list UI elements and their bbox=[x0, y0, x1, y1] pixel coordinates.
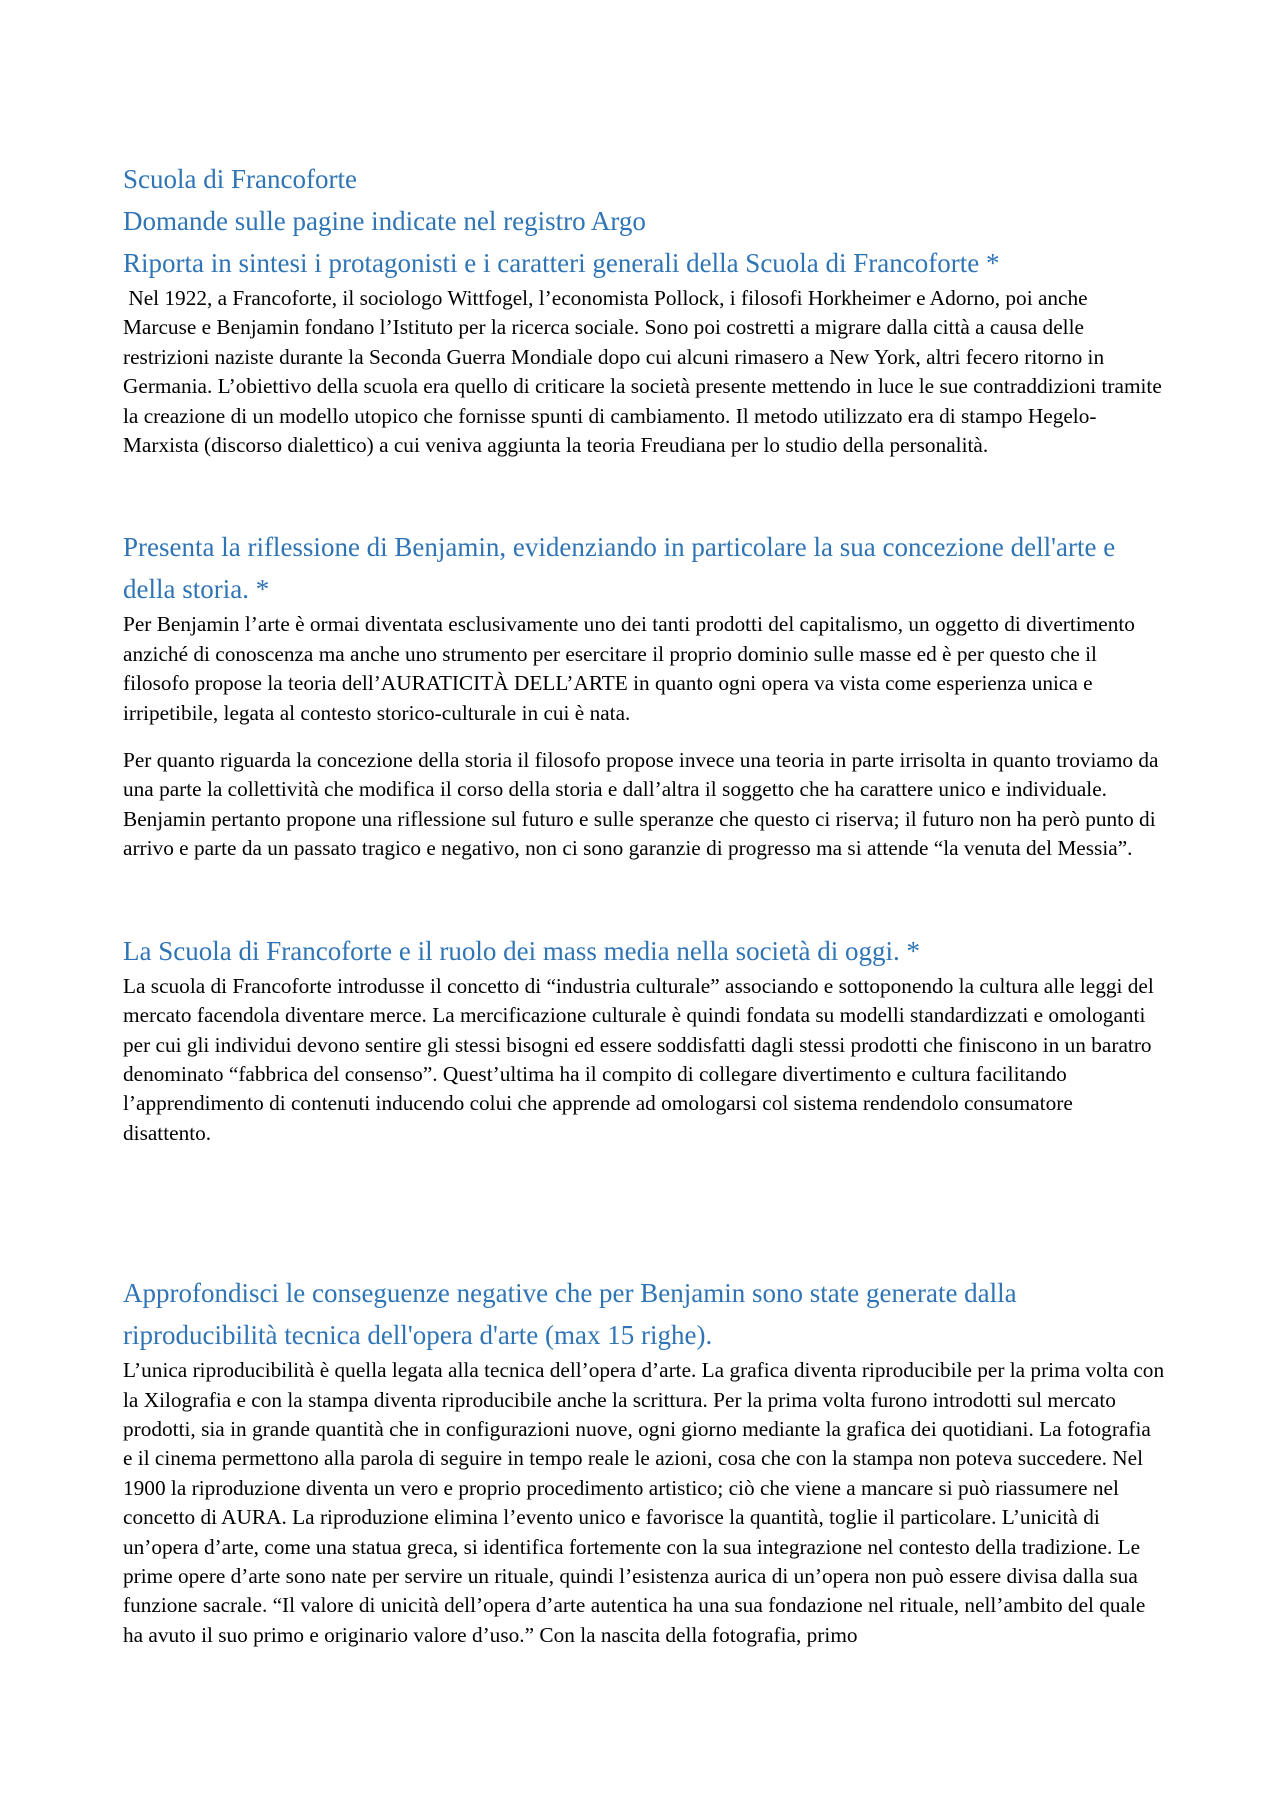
section-1-paragraph-1: Nel 1922, a Francoforte, il sociologo Wittfogel, l’economista Pollock, i filosofi Horkheimer e Adorno, poi anche Marcuse e Benjamin fondano l’Istituto per la ricerca sociale. Sono poi costretti a migrare dalla città a causa delle restrizioni naziste durante la Seconda Guerra Mondiale dopo cui alcuni rimasero a New York, altri fecero ritorno in Germania. L’obiettivo della scuola era quello di criticare la società presente mettendo in luce le sue contraddizioni tramite la creazione di un modello utopico che fornisse spunti di cambiamento. Il metodo utilizzato era di stampo Hegelo-Marxista (discorso dialettico) a cui veniva aggiunta la teoria Freudiana per lo studio della personalità. bbox=[123, 286, 1168, 458]
section-4-paragraph-1: L’unica riproducibilità è quella legata alla tecnica dell’opera d’arte. La grafica diventa riproducibile per la prima volta con la Xilografia e con la stampa diventa riproducibile anche la scrittura. Per la prima volta furono introdotti sul mercato prodotti, sia in grande quantità che in configurazioni nuove, ogni giorno mediante la grafica dei quotidiani. La fotografia e il cinema permettono alla parola di seguire in tempo reale le azioni, cosa che con la stampa non poteva succedere. Nel 1900 la riproduzione diventa un vero e proprio procedimento artistico; ciò che viene a mancare si può riassumere nel concetto di AURA. La riproduzione elimina l’evento unico e favorisce la quantità, toglie il particolare. L’unicità di un’opera d’arte, come una statua greca, si identifica fortemente con la sua integrazione nel contesto della tradizione. Le prime opere d’arte sono nate per servire un rituale, quindi l’esistenza aurica di un’opera non può essere divisa dalla sua funzione sacrale. “Il valore di unicità dell’opera d’arte autentica ha una sua fondazione nel rituale, nell’ambito del quale ha avuto il suo primo e originario valore d’uso.” Con la nascita della fotografia, primo bbox=[123, 1358, 1165, 1647]
spacer bbox=[123, 460, 1165, 526]
spacer bbox=[123, 728, 1165, 746]
section-2-paragraph-2: Per quanto riguarda la concezione della storia il filosofo propose invece una teoria in parte irrisolta in quanto troviamo da una parte la collettività che modifica il corso della storia e dall’altra il soggetto che ha carattere unico e individuale. Benjamin pertanto propone una riflessione sul futuro e sulle speranze che questo ci riserva; il futuro non ha però punto di arrivo e parte da un passato tragico e negativo, non ci sono garanzie di progresso ma si attende “la venuta del Messia”. bbox=[123, 748, 1159, 861]
spacer bbox=[123, 1148, 1165, 1272]
document-content bbox=[123, 158, 1168, 1650]
section-1-heading: Riporta in sintesi i protagonisti e i caratteri generali della Scuola di Francoforte * bbox=[123, 248, 1000, 278]
section-3-paragraph-1: La scuola di Francoforte introdusse il concetto di “industria culturale” associando e sottoponendo la cultura alle leggi del mercato facendola diventare merce. La mercificazione culturale è quindi fondata su modelli standardizzati e omologanti per cui gli individui devono sentire gli stessi bisogni ed essere soddisfatti dagli stessi prodotti che finiscono in un baratro denominato “fabbrica del consenso”. Quest’ultima ha il compito di collegare divertimento e cultura facilitando l’apprendimento di contenuti inducendo colui che apprende ad omologarsi col sistema rendendolo consumatore disattento. bbox=[123, 973, 1154, 1145]
document-title: Scuola di Francoforte bbox=[123, 164, 357, 194]
document-subtitle: Domande sulle pagine indicate nel registro Argo bbox=[123, 206, 646, 236]
section-2-heading: Presenta la riflessione di Benjamin, evidenziando in particolare la sua concezione dell'arte e della storia. * bbox=[123, 532, 1116, 605]
spacer bbox=[123, 864, 1165, 930]
section-2-paragraph-1: Per Benjamin l’arte è ormai diventata esclusivamente uno dei tanti prodotti del capitalismo, un oggetto di divertimento anziché di conoscenza ma anche uno strumento per esercitare il proprio dominio sulle masse ed è per questo che il filosofo propose la teoria dell’AURATICITÀ DELL’ARTE in quanto ogni opera va vista come esperienza unica e irripetibile, legata al contesto storico-culturale in cui è nata. bbox=[123, 612, 1135, 725]
section-3-heading: La Scuola di Francoforte e il ruolo dei mass media nella società di oggi. * bbox=[123, 935, 921, 966]
section-4-heading: Approfondisci le conseguenze negative che per Benjamin sono state generate dalla riproducibilità tecnica dell'opera d'arte (max 15 righe). bbox=[123, 1278, 1017, 1351]
